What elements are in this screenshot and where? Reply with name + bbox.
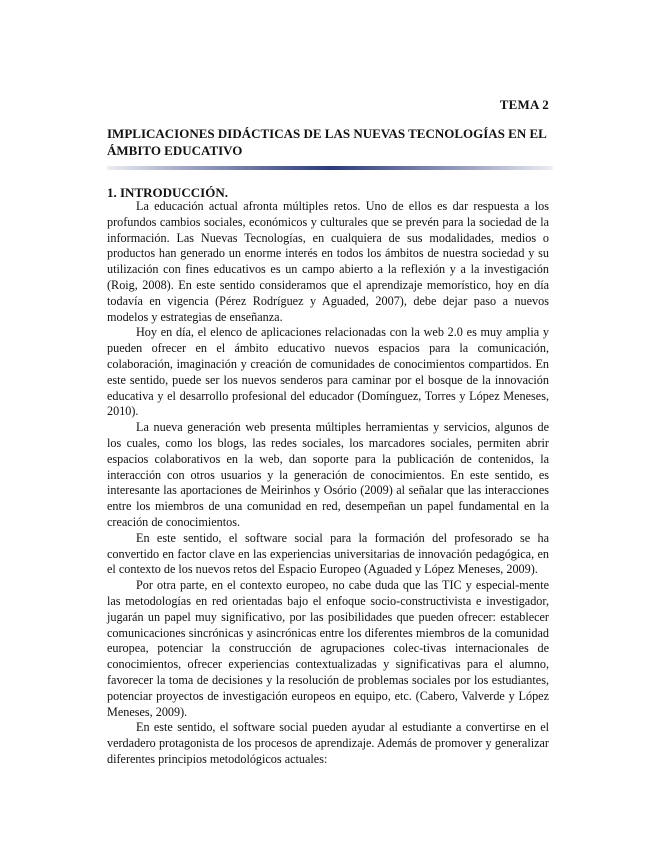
chapter-title: IMPLICACIONES DIDÁCTICAS DE LAS NUEVAS TECNOLOGÍAS EN EL ÁMBITO EDUCATIVO [107,126,547,158]
paragraph-2: Hoy en día, el elenco de aplicaciones relacionadas con la web 2.0 es muy amplia y pueden ofrecer en el ámbito educativo nuevos espacios para la comunicación, colaboración, imaginación y creación de comunidades de conocimientos compartidos. En este sentido, puede ser los nuevos senderos para caminar por el bosque de la innovación educativa y el desarrollo profesional del educador (Domínguez, Torres y López Meneses, 2010). [107,325,549,419]
paragraph-6: En este sentido, el software social pueden ayudar al estudiante a convertirse en el verdadero protagonista de los procesos de aprendizaje. Además de promover y generalizar diferentes principios metodológicos actuales: [107,720,549,766]
chapter-label: TEMA 2 [499,97,549,112]
paragraph-5: Por otra parte, en el contexto europeo, no cabe duda que las TIC y especial-mente las metodologías en red orientadas bajo el enfoque socio-constructivista e investigador, jugarán un papel muy significativo, por las posibilidades que pueden ofrecer: establecer comunicaciones sincrónicas y asincrónicas entre los diferentes miembros de la comunidad europea, potenciar la construcción de agrupaciones colec-tivas internacionales de conocimientos, ofrecer experiencias contextualizadas y significativas para el alumno, favorecer la toma de decisiones y la resolución de problemas sociales por los estudiantes, potenciar proyectos de investigación europeos en equipo, etc. (Cabero, Valverde y López Meneses, 2009). [107,578,549,719]
paragraph-3: La nueva generación web presenta múltiples herramientas y servicios, algunos de los cuales, como los blogs, las redes sociales, los marcadores sociales, permiten abrir espacios colaborativos en la web, dan soporte para la publicación de contenidos, la interacción con otros usuarios y la generación de conocimientos. En este sentido, es interesante las aportaciones de Meirinhos y Osório (2009) al señalar que las interacciones entre los miembros de una comunidad en red, desempeñan un papel fundamental en la creación de conocimientos. [107,420,549,529]
paragraph-4: En este sentido, el software social para la formación del profesorado se ha convertido en factor clave en las experiencias universitarias de innovación pedagógica, en el contexto de los nuevos retos del Espacio Europeo (Aguaded y López Meneses, 2009). [107,530,549,577]
body-text [107,199,549,768]
title-divider [107,166,553,170]
section-heading: 1. INTRODUCCIÓN. [107,185,228,200]
paragraph-1: La educación actual afronta múltiples retos. Uno de ellos es dar respuesta a los profundos cambios sociales, económicos y culturales que se prevén para la sociedad de la información. Las Nuevas Tecnologías, en cualquiera de sus modalidades, medios o productos han generado un enorme interés en todos los ámbitos de nuestra sociedad y su utilización con fines educativos es un campo abierto a la reflexión y a la investigación (Roig, 2008). En este sentido consideramos que el aprendizaje memorístico, hoy en día todavía en vigencia (Pérez Rodríguez y Aguaded, 2007), debe dejar paso a nuevos modelos y estrategias de enseñanza. [107,199,549,324]
